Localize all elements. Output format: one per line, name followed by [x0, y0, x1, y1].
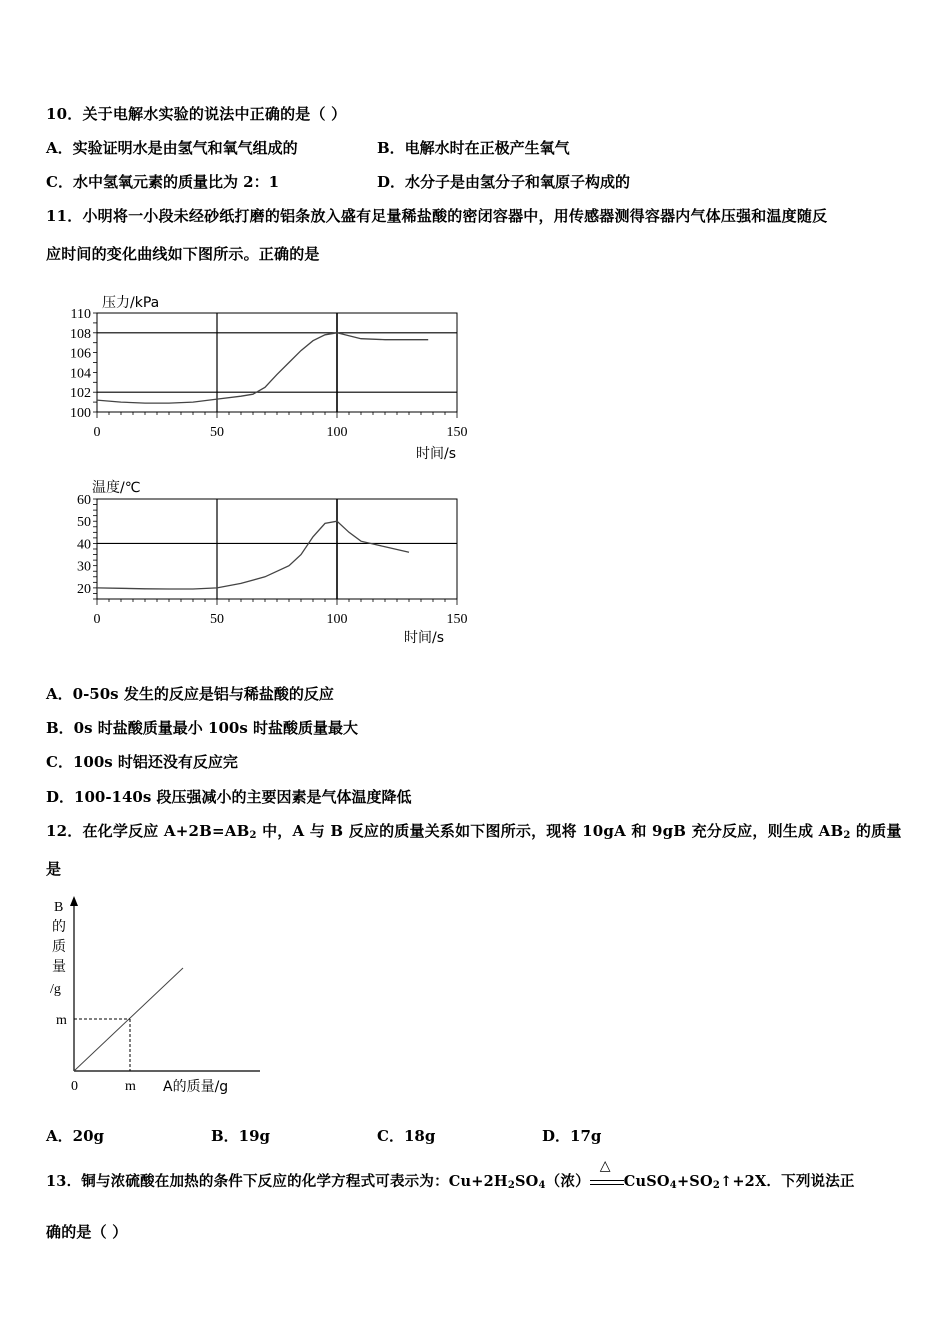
mass-chart-origin: 0 — [71, 1079, 78, 1094]
q10-option-c: C．水中氢氧元素的质量比为 2：1 — [46, 173, 280, 191]
t-xtick-label: 0 — [93, 612, 101, 627]
temperature-chart-tick-labels — [77, 493, 468, 627]
q12-stem-line1: 12．在化学反应 $A+2B=AB_2$ 中，A 与 B 反应的质量关系如下图所示，现将 10gA 和 9gB 充分反应，则生成 $AB_2$ 的质量 — [46, 822, 902, 841]
t-xtick-label: 100 — [326, 612, 348, 627]
pressure-chart-grid — [97, 313, 457, 412]
p-ytick-label: 106 — [70, 346, 91, 362]
pressure-chart — [60, 288, 480, 468]
svg-text:量: 量 — [52, 960, 66, 975]
q13-stem-line1: 13．铜与浓硫酸在加热的条件下反应的化学方程式可表示为：$Cu+2H_2SO_4$（浓） △ $CuSO_4+SO_2↑+2X$．下列说法正 — [46, 1158, 855, 1191]
p-xtick-label: 50 — [210, 425, 224, 440]
svg-text:的: 的 — [52, 920, 66, 935]
q10-option-a: A．实验证明水是由氢气和氧气组成的 — [46, 139, 298, 157]
q13-stem-line2: 确的是（ ） — [46, 1223, 128, 1241]
p-ytick-label: 108 — [70, 326, 91, 342]
heat-condition: △ — [590, 1174, 624, 1190]
t-frame — [97, 499, 457, 599]
q10-option-d: D．水分子是由氢分子和氧原子构成的 — [377, 173, 631, 191]
temperature-chart-xlabel: 时间/s — [404, 630, 445, 646]
svg-text:B: B — [54, 900, 64, 915]
svg-text:质: 质 — [52, 940, 66, 955]
q11-stem-line2: 应时间的变化曲线如下图所示。正确的是 — [46, 245, 320, 263]
p-xtick-label: 150 — [446, 425, 468, 440]
t-ytick-label: 20 — [77, 581, 91, 597]
t-ytick-label: 30 — [77, 559, 91, 575]
temperature-chart — [60, 474, 480, 654]
pressure-chart-ylabel: 压力/kPa — [102, 295, 160, 311]
temperature-chart-ylabel: 温度/℃ — [92, 480, 141, 496]
svg-text:/g: /g — [50, 982, 61, 997]
p-ytick-label: 102 — [70, 386, 91, 402]
temperature-chart-grid — [97, 499, 457, 599]
q10-stem: 10．关于电解水实验的说法中正确的是（ ） — [46, 105, 347, 123]
q11-option-c: C．100s 时铝还没有反应完 — [46, 753, 238, 771]
t-xtick-label: 150 — [446, 612, 468, 627]
pressure-chart-tick-labels — [70, 307, 468, 440]
pressure-chart-xlabel: 时间/s — [416, 446, 457, 462]
p-ytick-label: 100 — [70, 406, 91, 421]
mass-relation-chart — [40, 893, 260, 1103]
q10-option-b: B．电解水时在正极产生氧气 — [377, 139, 570, 157]
p-ytick-label: 104 — [70, 366, 91, 382]
p-xtick-label: 100 — [326, 425, 348, 440]
q11-option-a: A．0-50s 发生的反应是铝与稀盐酸的反应 — [46, 685, 334, 703]
q12-option-c: C．18g — [377, 1127, 436, 1145]
mass-chart-xlabel: A的质量/g — [163, 1079, 229, 1095]
mass-chart-y-arrow — [70, 896, 78, 906]
q12-option-d: D．17g — [542, 1127, 602, 1145]
q11-option-d: D．100-140s 段压强减小的主要因素是气体温度降低 — [46, 788, 412, 806]
p-frame — [97, 313, 457, 412]
q11-option-b: B．0s 时盐酸质量最小 100s 时盐酸质量最大 — [46, 719, 358, 737]
q12-stem-line2: 是 — [46, 860, 62, 878]
q12-option-a: A．20g — [46, 1127, 105, 1145]
q11-stem-line1: 11．小明将一小段未经砂纸打磨的铝条放入盛有足量稀盐酸的密闭容器中，用传感器测得容器内气体压强和温度随反 — [46, 207, 828, 225]
t-ytick-label: 50 — [77, 515, 91, 531]
mass-chart-y-mark: m — [56, 1013, 67, 1028]
p-ytick-label: 110 — [70, 307, 91, 322]
t-xtick-label: 50 — [210, 612, 224, 627]
pressure-chart-ticks — [93, 313, 457, 418]
mass-chart-x-mark: m — [125, 1079, 136, 1094]
t-ytick-label: 60 — [77, 493, 91, 508]
temperature-series-line — [97, 521, 409, 589]
mass-chart-ylabel — [50, 900, 66, 997]
t-ytick-label: 40 — [77, 537, 91, 553]
q12-option-b: B．19g — [211, 1127, 271, 1145]
p-xtick-label: 0 — [93, 425, 101, 440]
